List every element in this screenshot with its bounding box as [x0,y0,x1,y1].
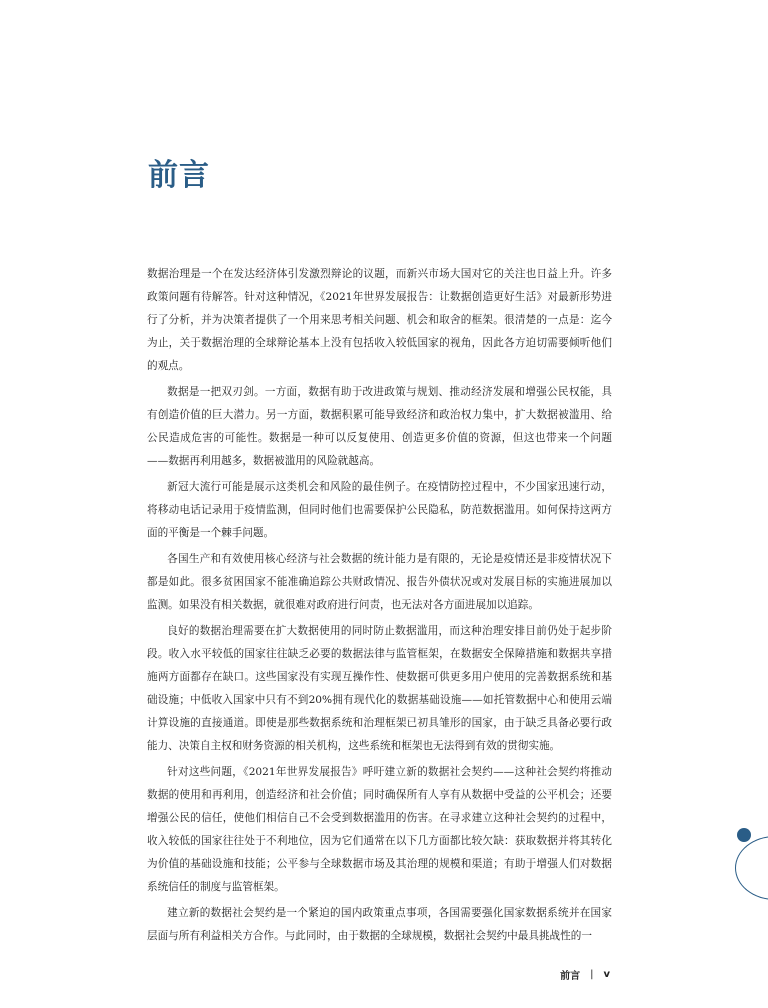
decorative-dot [737,828,751,842]
paragraph: 各国生产和有效使用核心经济与社会数据的统计能力是有限的，无论是疫情还是非疫情状况下都是如此。很多贫困国家不能准确追踪公共财政情况、报告外债状况或对发展目标的实施进展加以监测。如果没有相关数据，就很难对政府进行问责，也无法对各方面进展加以追踪。 [147,553,612,611]
paragraph: 针对这些问题，《2021年世界发展报告》呼吁建立新的数据社会契约——这种社会契约将推动数据的使用和再利用，创造经济和社会价值；同时确保所有人享有从数据中受益的公平机会；还要增强公民的信任，使他们相信自己不会受到数据滥用的伤害。在寻求建立这种社会契约的过程中，收入较低的国家往往处于不利地位，因为它们通常在以下几方面都比较欠缺：获取数据并将其转化为价值的基础设施和技能；公平参与全球数据市场及其治理的规模和渠道；有助于增强人们对数据系统信任的制度与监管框架。 [147,766,612,893]
paragraph: 良好的数据治理需要在扩大数据使用的同时防止数据滥用，而这种治理安排目前仍处于起步阶段。收入水平较低的国家往往缺乏必要的数据法律与监管框架，在数据安全保障措施和数据共享措施两方面都存在缺口。这些国家没有实现互操作性、使数据可供更多用户使用的完善数据系统和基础设施；中低收入国家中只有不到20%拥有现代化的数据基础设施——如托管数据中心和使用云端计算设施的直接通道。即使是那些数据系统和治理框架已初具雏形的国家，由于缺乏具备必要行政能力、决策自主权和财务资源的相关机构，这些系统和框架也无法得到有效的贯彻实施。 [147,625,612,752]
paragraph: 数据治理是一个在发达经济体引发激烈辩论的议题，而新兴市场大国对它的关注也日益上升。许多政策问题有待解答。针对这种情况，《2021年世界发展报告：让数据创造更好生活》对最新形势进行了分析，并为决策者提供了一个用来思考相关问题、机会和取舍的框架。很清楚的一点是：迄今为止，关于数据治理的全球辩论基本上没有包括收入较低国家的视角，因此各方迫切需要倾听他们的观点。 [147,268,612,372]
footer-separator: | [590,969,594,980]
page-title: 前言 [148,158,210,193]
decorative-circle [735,836,768,900]
page-footer [560,967,610,982]
page-number: v [603,969,610,980]
footer-section-label: 前言 [560,971,581,982]
paragraph: 新冠大流行可能是展示这类机会和风险的最佳例子。在疫情防控过程中，不少国家迅速行动，将移动电话记录用于疫情监测，但同时他们也需要保护公民隐私，防范数据滥用。如何保持这两方面的平衡是一个棘手问题。 [147,481,612,539]
paragraph: 建立新的数据社会契约是一个紧迫的国内政策重点事项，各国需要强化国家数据系统并在国家层面与所有利益相关方合作。与此同时，由于数据的全球规模，数据社会契约中最具挑战性的一 [147,907,612,942]
paragraph: 数据是一把双刃剑。一方面，数据有助于改进政策与规划、推动经济发展和增强公民权能，具有创造价值的巨大潜力。另一方面，数据积累可能导致经济和政治权力集中，扩大数据被滥用、给公民造成危害的可能性。数据是一种可以反复使用、创造更多价值的资源，但这也带来一个问题——数据再利用越多，数据被滥用的风险就越高。 [147,386,612,467]
body-text [147,263,612,951]
